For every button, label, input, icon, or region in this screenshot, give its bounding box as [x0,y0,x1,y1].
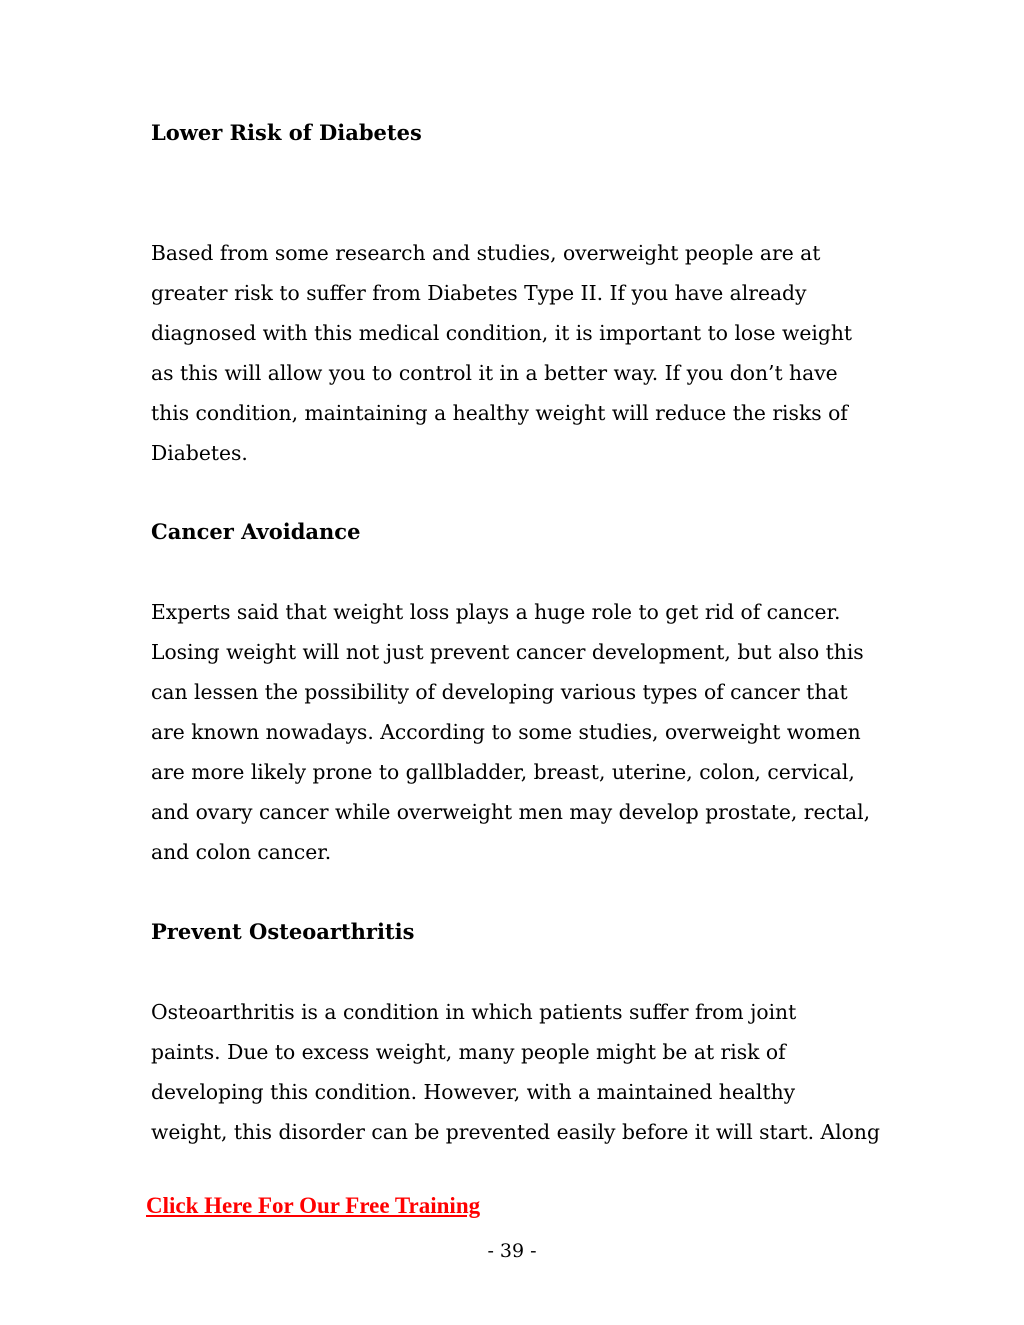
text-line: this condition, maintaining a healthy weight will reduce the risks of [151,401,848,425]
paragraph-diabetes [151,233,891,473]
text-line: Diabetes. [151,441,248,465]
text-line: diagnosed with this medical condition, it is important to lose weight [151,321,853,345]
text-line: are more likely prone to gallbladder, breast, uterine, colon, cervical, [151,760,855,784]
section-heading-osteoarthritis: Prevent Osteoarthritis [151,919,415,944]
text-line: Losing weight will not just prevent cancer development, but also this [151,640,864,664]
text-line: Osteoarthritis is a condition in which patients suffer from joint [151,1000,797,1024]
text-line: and colon cancer. [151,840,332,864]
text-line: and ovary cancer while overweight men may develop prostate, rectal, [151,800,871,824]
page-number: - 39 - [487,1240,537,1262]
text-line: are known nowadays. According to some studies, overweight women [151,720,861,744]
text-line: developing this condition. However, with a maintained healthy [151,1080,796,1104]
text-line: Experts said that weight loss plays a huge role to get rid of cancer. [151,600,841,624]
section-heading-diabetes: Lower Risk of Diabetes [151,120,422,145]
text-line: as this will allow you to control it in a better way. If you don’t have [151,361,838,385]
text-line: paints. Due to excess weight, many people might be at risk of [151,1040,786,1064]
paragraph-osteoarthritis [151,992,891,1152]
text-line: greater risk to suffer from Diabetes Type II. If you have already [151,281,807,305]
text-line: can lessen the possibility of developing various types of cancer that [151,680,848,704]
section-heading-cancer: Cancer Avoidance [151,519,361,544]
text-line: Based from some research and studies, overweight people are at [151,241,821,265]
free-training-link[interactable]: Click Here For Our Free Training [146,1193,481,1218]
paragraph-cancer [151,592,891,872]
text-line: weight, this disorder can be prevented easily before it will start. Along [151,1120,880,1144]
